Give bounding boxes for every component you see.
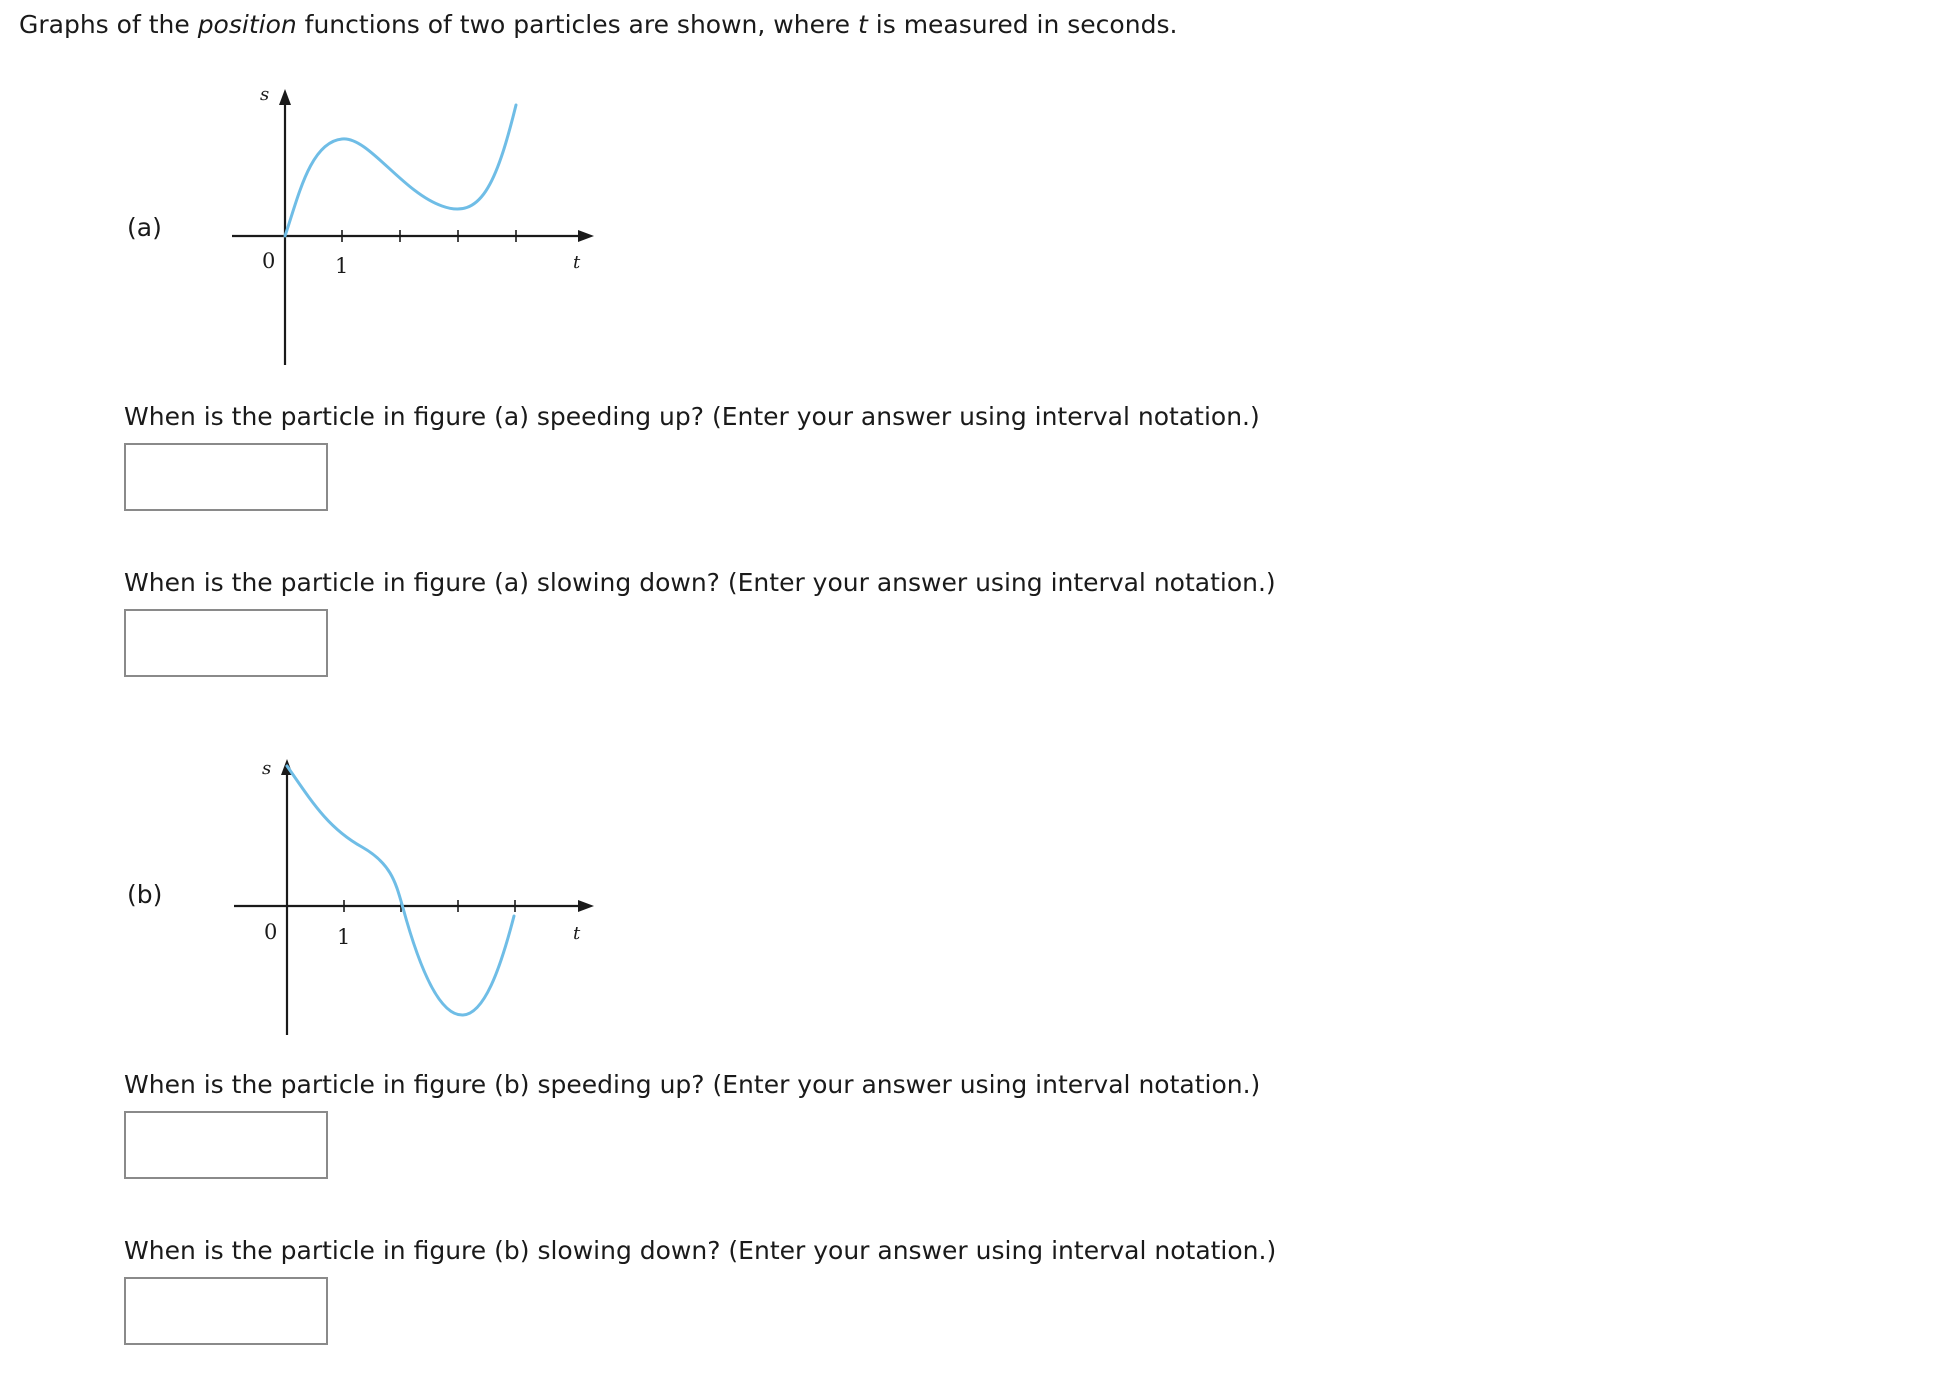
figure-a-t-axis-arrow xyxy=(578,230,594,242)
figure-a-graph xyxy=(200,80,620,380)
figure-b-tick-label: 1 xyxy=(337,925,351,949)
question-a-slowing-down: When is the particle in figure (a) slowing down? (Enter your answer using interval notation.) xyxy=(124,568,1276,597)
intro-emphasis-t: t xyxy=(858,10,868,39)
figure-a-s-label: s xyxy=(260,84,270,105)
question-a-speeding-up: When is the particle in figure (a) speeding up? (Enter your answer using interval notation.) xyxy=(124,402,1260,431)
figure-b-label: (b) xyxy=(127,880,163,909)
intro-emphasis-position: position xyxy=(197,10,297,39)
figure-a-origin-label: 0 xyxy=(262,249,276,273)
answer-a-speeding-up-input[interactable] xyxy=(124,443,328,511)
figure-a-tick-label: 1 xyxy=(335,254,349,278)
figure-b-origin-label: 0 xyxy=(264,920,278,944)
intro-suffix: is measured in seconds. xyxy=(867,10,1178,39)
figure-b-s-label: s xyxy=(262,758,272,779)
figure-a-position-curve xyxy=(285,105,516,236)
intro-prefix: Graphs of the xyxy=(19,10,198,39)
figure-b-t-axis-arrow xyxy=(578,900,594,912)
figure-a-t-label: t xyxy=(573,252,581,273)
problem-statement xyxy=(19,8,1177,42)
figure-a-label: (a) xyxy=(127,213,162,242)
figure-b-position-curve xyxy=(287,766,514,1015)
figure-b-graph xyxy=(200,750,620,1050)
intro-middle: functions of two particles are shown, where xyxy=(296,10,859,39)
answer-b-slowing-down-input[interactable] xyxy=(124,1277,328,1345)
question-b-slowing-down: When is the particle in figure (b) slowing down? (Enter your answer using interval notation.) xyxy=(124,1236,1277,1265)
answer-a-slowing-down-input[interactable] xyxy=(124,609,328,677)
figure-a-s-axis-arrow xyxy=(279,89,291,105)
figure-b-t-label: t xyxy=(573,923,581,944)
answer-b-speeding-up-input[interactable] xyxy=(124,1111,328,1179)
question-b-speeding-up: When is the particle in figure (b) speeding up? (Enter your answer using interval notation.) xyxy=(124,1070,1261,1099)
